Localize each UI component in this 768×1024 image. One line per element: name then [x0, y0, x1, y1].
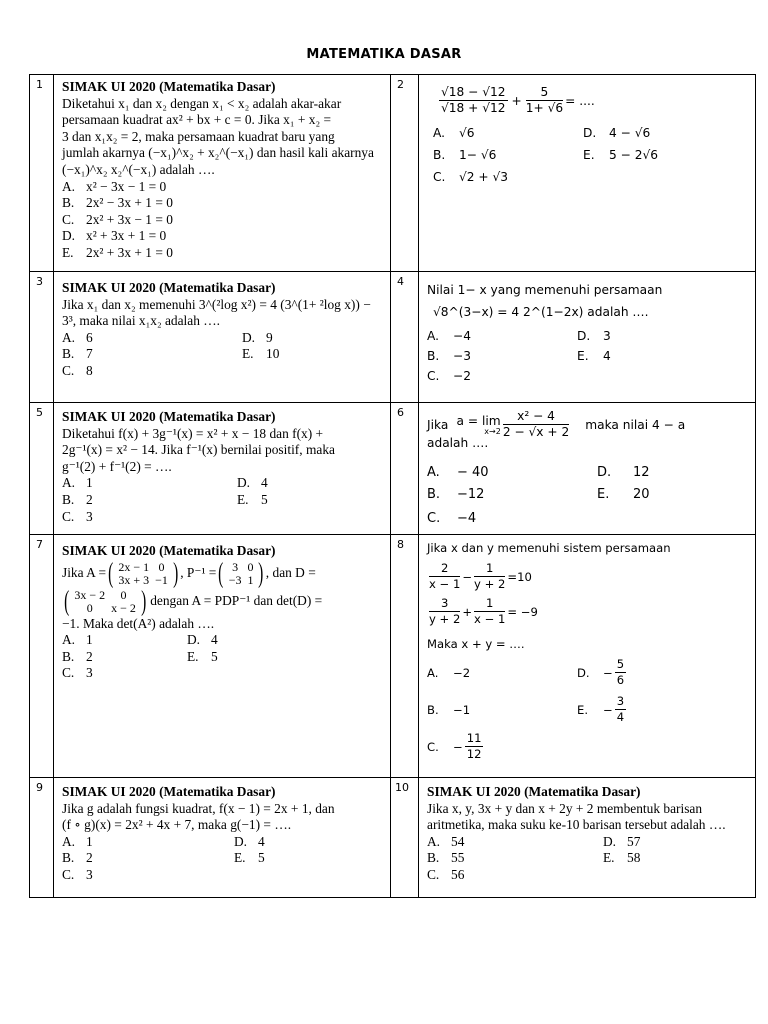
answer-option-row: A. −4 D. 3: [427, 329, 611, 343]
matrix-d: ( 3x − 2 0 0 x − 2 ): [64, 585, 147, 617]
answer-option-row: A. 1 D. 4: [62, 632, 218, 648]
answer-option-row: B. 2 E. 5: [62, 648, 218, 664]
question-text-line: g⁻¹(2) + f⁻¹(2) = ….: [62, 458, 172, 474]
question-text-line: (f ∘ g)(x) = 2x² + 4x + 7, maka g(−1) = ….: [62, 817, 292, 833]
answer-option-row: B. −12 E. 20: [427, 487, 650, 502]
answer-option-row: B. 2 E. 5: [62, 491, 268, 507]
question-number: 3: [30, 272, 54, 403]
question-text-line: 3 dan x₁x₂ = 2, maka persamaan kuadrat baru yang: [62, 128, 335, 144]
question-number: 2: [391, 75, 419, 272]
question-row: [30, 403, 756, 535]
answer-option-row: B. 1− √6 E. 5 − 2√6: [433, 148, 658, 162]
answer-option-row: A. 54 D. 57: [427, 833, 641, 849]
equation-2: $\frac{3}{y + 2}$ + $\frac{1}{x - 1}$ = −9: [429, 596, 538, 626]
question-text-line: Jika x, y, 3x + y dan x + 2y + 2 membentuk barisan: [427, 800, 703, 816]
answer-option: B. 2x² − 3x + 1 = 0: [62, 195, 173, 211]
question-expression: Jika a = lim x→2 $\frac{\text{x² − 4}}{2 - √x + 2}$ maka nilai 4 − a: [427, 409, 686, 439]
question-text-line: aritmetika, maka suku ke-10 barisan tersebut adalah ….: [427, 817, 726, 833]
question-2: [419, 75, 756, 272]
answer-option: D. x² + 3x + 1 = 0: [62, 228, 167, 244]
question-6: [419, 403, 756, 535]
question-source: SIMAK UI 2020 (Matematika Dasar): [62, 280, 276, 295]
question-row: [30, 272, 756, 403]
question-text-line: −1. Maka det(A²) adalah ….: [62, 615, 215, 631]
question-10: [419, 778, 756, 898]
question-text-line: jumlah akarnya (−x₁)^x₂ + x₂^(−x₁) dan hasil kali akarnya: [62, 145, 374, 161]
answer-option-row: A. −2 D. − $\frac{5}{6}$: [427, 657, 625, 687]
question-number: 4: [391, 272, 419, 403]
answer-option-row: A. 1 D. 4: [62, 833, 265, 849]
answer-option-row: C. − $\frac{11}{12}$: [427, 731, 482, 761]
answer-option: A. x² − 3x − 1 = 0: [62, 178, 167, 194]
question-text-line: persamaan kuadrat ax² + bx + c = 0. Jika x₁ + x₂ =: [62, 112, 332, 128]
question-source: SIMAK UI 2020 (Matematika Dasar): [62, 79, 276, 94]
question-source: SIMAK UI 2020 (Matematika Dasar): [62, 543, 276, 558]
question-text-line: √8^(3−x) = 4 2^(1−2x) adalah ….: [433, 305, 649, 319]
page-title: MATEMATIKA DASAR: [306, 47, 462, 62]
question-number: 9: [30, 778, 54, 898]
answer-option-row: C. −4: [427, 511, 477, 526]
question-text-line: 2g⁻¹(x) = x² − 14. Jika f⁻¹(x) bernilai positif, maka: [62, 442, 335, 458]
answer-option-row: A. − 40 D. 12: [427, 465, 650, 480]
question-7: [54, 535, 391, 778]
question-text-line: adalah ….: [427, 436, 489, 450]
answer-option: C. 8: [62, 362, 93, 378]
question-source: SIMAK UI 2020 (Matematika Dasar): [427, 784, 641, 799]
question-text-line: Jika A = ( 2x − 1 0 3x + 3 −1 ) , P⁻¹ = ( 3 0 −3 1 ) , dan D =: [62, 557, 316, 589]
matrix-a: ( 2x − 1 0 3x + 3 −1 ): [108, 557, 179, 589]
answer-option-row: B. 7 E. 10: [62, 346, 280, 362]
answer-option: C. 3: [62, 665, 93, 681]
question-text-line: Jika x₁ dan x₂ memenuhi 3^(²log x²) = 4 (3^(1+ ²log x)) −: [62, 296, 371, 312]
question-text-line: ( 3x − 2 0 0 x − 2 ) dengan A = PDP⁻¹ dan det(D) =: [62, 588, 384, 616]
answer-option-row: B. −1 E. − $\frac{3}{4}$: [427, 694, 625, 724]
question-text-line: Diketahui f(x) + 3g⁻¹(x) = x² + x − 18 dan f(x) +: [62, 425, 324, 441]
equation-1: $\frac{2}{x - 1}$ − $\frac{1}{y + 2}$ =10: [429, 561, 532, 591]
answer-option-row: A. 1 D. 4: [62, 475, 268, 491]
answer-option: C. 2x² + 3x − 1 = 0: [62, 211, 173, 227]
question-4: [419, 272, 756, 403]
question-text-line: (−x₁)^x₂ x₂^(−x₁) adalah ….: [62, 161, 215, 177]
question-row: [30, 778, 756, 898]
matrix-p-inverse: ( 3 0 −3 1 ): [218, 557, 264, 589]
question-row: [30, 75, 756, 272]
answer-option: C. 56: [427, 866, 465, 882]
question-number: 10: [391, 778, 419, 898]
question-text-line: Diketahui x₁ dan x₂ dengan x₁ < x₂ adalah akar-akar: [62, 95, 342, 111]
answer-option-row: B. −3 E. 4: [427, 349, 611, 363]
question-number: 7: [30, 535, 54, 778]
question-row: [30, 535, 756, 778]
question-text-line: Maka x + y = ….: [427, 637, 525, 651]
answer-option-row: B. 55 E. 58: [427, 850, 641, 866]
question-source: SIMAK UI 2020 (Matematika Dasar): [62, 409, 276, 424]
question-text-line: Nilai 1− x yang memenuhi persamaan: [427, 283, 663, 297]
answer-option: C. 3: [62, 866, 93, 882]
question-text-line: Jika x dan y memenuhi sistem persamaan: [427, 541, 671, 555]
answer-option-row: A. 6 D. 9: [62, 329, 273, 345]
answer-option-row: C. −2: [427, 369, 471, 383]
question-number: 8: [391, 535, 419, 778]
answer-option-row: B. 2 E. 5: [62, 850, 265, 866]
question-1: [54, 75, 391, 272]
question-number: 1: [30, 75, 54, 272]
answer-option: E. 2x² + 3x + 1 = 0: [62, 244, 173, 260]
question-grid: [29, 74, 756, 898]
answer-option: C. 3: [62, 508, 93, 524]
question-expression: $\frac{√18 - √12}{√18 + √12}$ + $\frac{5}{1+ √6}$ = ....: [441, 85, 595, 115]
question-text-line: 3³, maka nilai x₁x₂ adalah ….: [62, 313, 221, 329]
question-number: 5: [30, 403, 54, 535]
question-text-line: Jika g adalah fungsi kuadrat, f(x − 1) = 2x + 1, dan: [62, 800, 335, 816]
question-3: [54, 272, 391, 403]
question-source: SIMAK UI 2020 (Matematika Dasar): [62, 784, 276, 799]
question-number: 6: [391, 403, 419, 535]
answer-option-row: C. √2 + √3: [433, 170, 508, 184]
answer-option-row: A. √6 D. 4 − √6: [433, 126, 651, 140]
question-8: [419, 535, 756, 778]
question-9: [54, 778, 391, 898]
question-5: [54, 403, 391, 535]
